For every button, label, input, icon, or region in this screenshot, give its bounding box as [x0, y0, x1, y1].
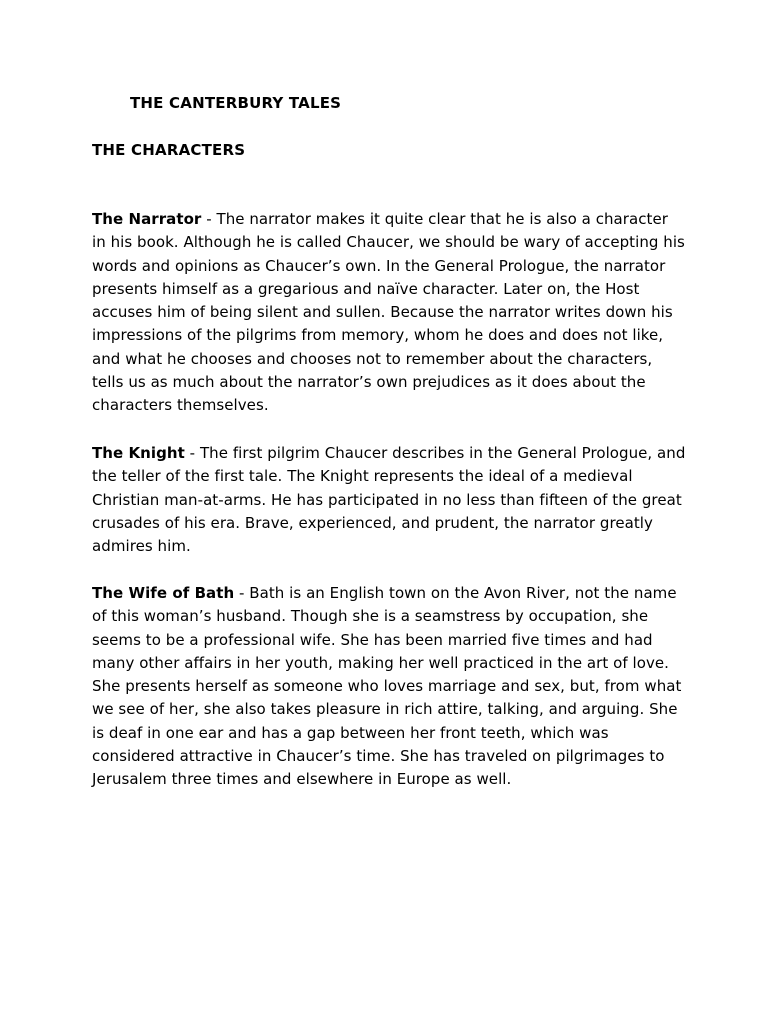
- character-description: Bath is an English town on the Avon River, not the name of this woman’s husband. Though she is a seamstress by occupation, she seems to be a professional wife. She has been married five times and had many other affairs in her youth, making her well practiced in the art of love. She presents herself as someone who loves marriage and sex, but, from what we see of her, she also takes pleasure in rich attire, talking, and arguing. She is deaf in one ear and has a gap between her front teeth, which was considered attractive in Chaucer’s time. She has traveled on pilgrimages to Jerusalem three times and elsewhere in Europe as well.: [92, 584, 682, 789]
- character-name: The Wife of Bath: [92, 584, 235, 602]
- document-title: THE CANTERBURY TALES: [130, 94, 342, 112]
- section-heading: THE CHARACTERS: [92, 141, 246, 159]
- character-name: The Narrator: [92, 210, 202, 228]
- character-entry-narrator: [92, 208, 686, 418]
- character-entry-wife-of-bath: [92, 582, 686, 792]
- character-entry-knight: [92, 442, 686, 558]
- character-separator: -: [201, 210, 217, 228]
- character-description: The first pilgrim Chaucer describes in the General Prologue, and the teller of the first tale. The Knight represents the ideal of a medieval Christian man-at-arms. He has participated in no less than fifteen of the great crusades of his era. Brave, experienced, and prudent, the narrator greatly admires him.: [92, 444, 686, 556]
- character-name: The Knight: [92, 444, 185, 462]
- character-separator: -: [184, 444, 200, 462]
- character-description: The narrator makes it quite clear that he is also a character in his book. Although he is called Chaucer, we should be wary of accepting his words and opinions as Chaucer’s own. In the General Prologue, the narrator presents himself as a gregarious and naïve character. Later on, the Host accuses him of being silent and sullen. Because the narrator writes down his impressions of the pilgrims from memory, whom he does and does not like, and what he chooses and chooses not to remember about the characters, tells us as much about the narrator’s own prejudices as it does about the characters themselves.: [92, 210, 685, 415]
- character-separator: -: [234, 584, 250, 602]
